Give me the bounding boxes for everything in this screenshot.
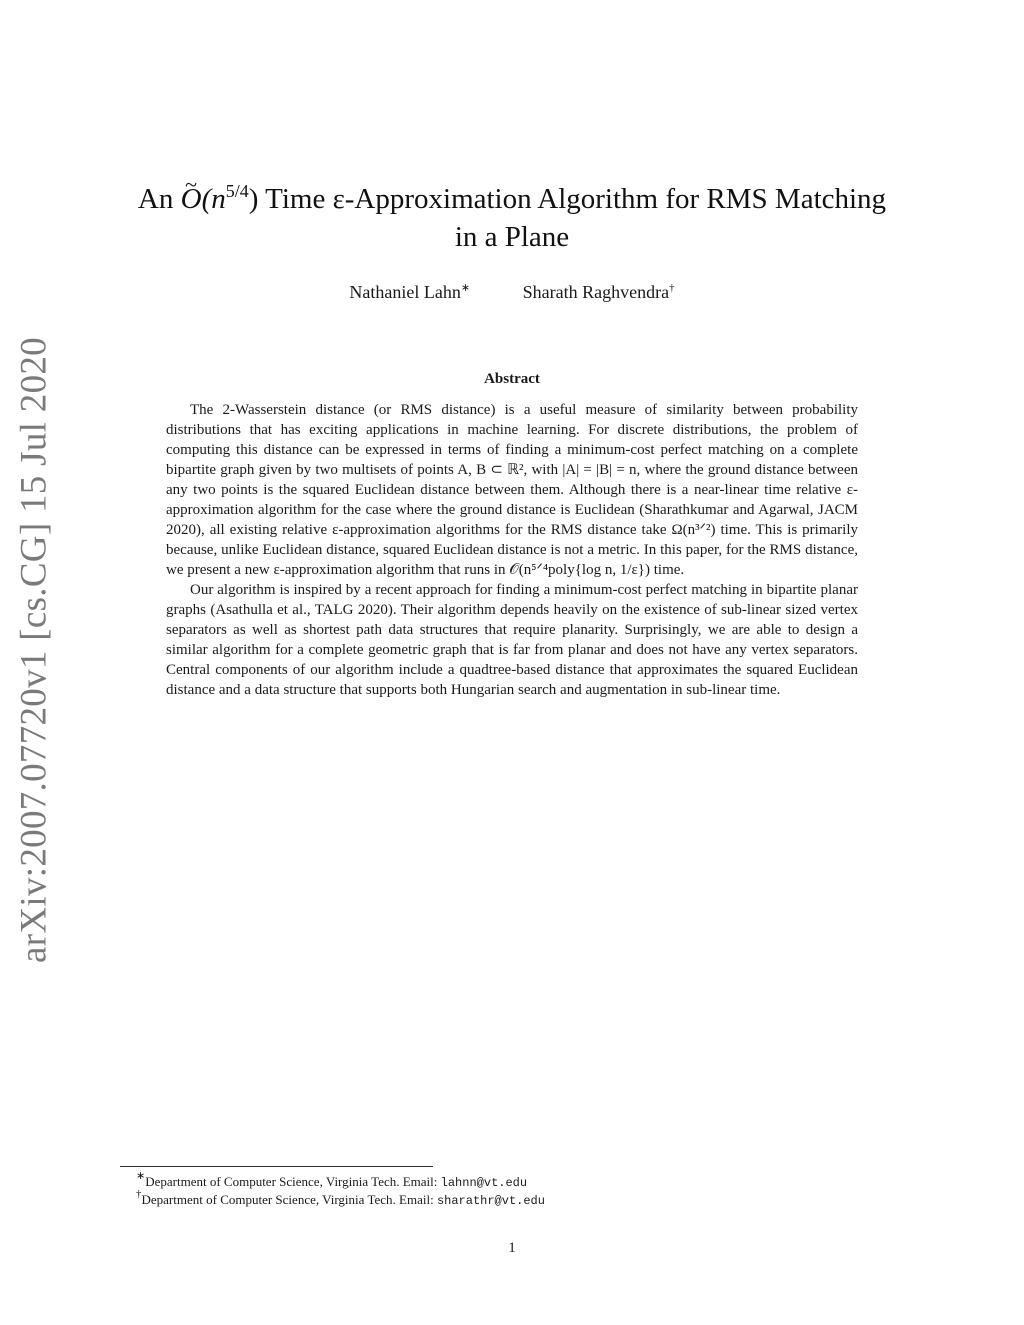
author-list bbox=[0, 282, 1024, 303]
footnote-1: ∗Department of Computer Science, Virginia Tech. Email: lahnn@vt.edu bbox=[136, 1170, 528, 1190]
footnote-divider bbox=[120, 1166, 433, 1167]
title-exponent: 5/4 bbox=[225, 181, 249, 201]
title-line-2: in a Plane bbox=[454, 221, 570, 253]
email-link-2[interactable]: sharathr@vt.edu bbox=[436, 1194, 545, 1208]
footnote-2: †Department of Computer Science, Virginia Tech. Email: sharathr@vt.edu bbox=[136, 1188, 545, 1208]
author-2: Sharath Raghvendra† bbox=[522, 282, 675, 302]
abstract-heading: Abstract bbox=[484, 371, 540, 387]
page-number: 1 bbox=[508, 1240, 516, 1256]
arxiv-identifier-text: arXiv:2007.07720v1 [cs.CG] 15 Jul 2020 bbox=[13, 337, 55, 963]
o-tilde-symbol: ~ O bbox=[181, 183, 202, 215]
abstract-paragraph-2: Our algorithm is inspired by a recent approach for finding a minimum-cost perfect matching in bipartite planar graphs (Asathulla et al., TALG 2020). Their algorithm depends heavily on the existence of sub-linear sized vertex separators as well as shortest path data structures that require planarity. Surprisingly, we are able to design a similar algorithm for a complete geometric graph that is far from planar and does not have any vertex separators. Central components of our algorithm include a quadtree-based distance that approximates the squared Euclidean distance and a data structure that supports both Hungarian search and augmentation in sub-linear time. bbox=[166, 582, 858, 698]
abstract-body bbox=[166, 400, 858, 700]
title-line-1: An ~ $O(n^{5/4})$ Time ε-Approximation Algorithm for RMS Matching bbox=[100, 180, 924, 218]
email-link-1[interactable]: lahnn@vt.edu bbox=[440, 1176, 528, 1190]
abstract-paragraph-1: The 2-Wasserstein distance (or RMS distance) is a useful measure of similarity between probability distributions that has exciting applications in machine learning. For discrete distributions, the problem of computing this distance can be expressed in terms of finding a minimum-cost perfect matching on a complete bipartite graph given by two multisets of points A, B ⊂ ℝ², with |A| = |B| = n, where the ground distance between any two points is the squared Euclidean distance between them. Although there is a near-linear time relative ε-approximation algorithm for the case where the ground distance is Euclidean (Sharathkumar and Agarwal, JACM 2020), all existing relative ε-approximation algorithms for the RMS distance take Ω(n³ᐟ²) time. This is primarily because, unlike Euclidean distance, squared Euclidean distance is not a metric. In this paper, for the RMS distance, we present a new ε-approximation algorithm that runs in 𝒪(n⁵ᐟ⁴poly{log n, 1/ε}) time. bbox=[166, 402, 858, 578]
author-1: Nathaniel Lahn∗ bbox=[349, 282, 471, 302]
paper-title bbox=[100, 180, 924, 256]
